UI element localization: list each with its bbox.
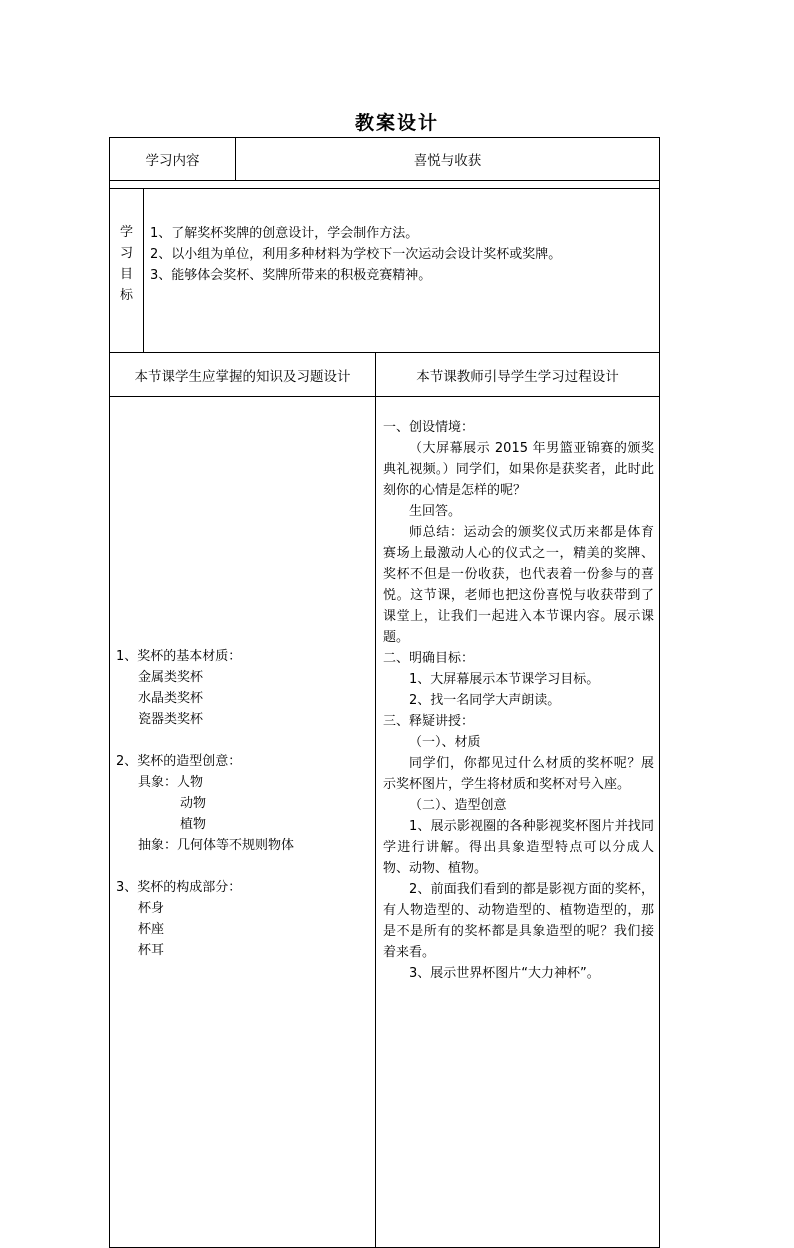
knowledge-item: 瓷器类奖杯 <box>138 712 204 727</box>
process-paragraph: （大屏幕展示 2015 年男篮亚锦赛的颁奖典礼视频。）同学们，如果你是获奖者，此时此刻你的心情是怎样的呢？ <box>383 441 654 498</box>
knowledge-item: 抽象：几何体等不规则物体 <box>138 838 295 853</box>
process-heading: 一、创设情境： <box>383 420 475 435</box>
knowledge-item: 植物 <box>180 817 207 832</box>
process-paragraph: 2、前面我们看到的都是影视方面的奖杯，有人物造型的、动物造型的、植物造型的，那是不是所有的奖杯都是具象造型的呢？我们接着来看。 <box>383 882 654 960</box>
knowledge-item: 具象：人物 <box>138 775 204 790</box>
objectives-label: 学 习 目 标 <box>110 189 144 353</box>
process-heading: 三、释疑讲授： <box>383 714 475 729</box>
process-item: 2、找一名同学大声朗读。 <box>409 693 561 708</box>
process-paragraph: 3、展示世界杯图片“大力神杯”。 <box>409 966 600 981</box>
right-column-header: 本节课教师引导学生学习过程设计 <box>376 353 660 397</box>
process-paragraph: 同学们，你都见过什么材质的奖杯呢？展示奖杯图片，学生将材质和奖杯对号入座。 <box>383 756 654 792</box>
content-row <box>110 138 660 181</box>
content-label: 学习内容 <box>110 138 236 181</box>
process-paragraph: 1、展示影视圈的各种影视奖杯图片并找同学进行讲解。得出具象造型特点可以分成人物、动物、植物。 <box>383 819 654 876</box>
objective-item: 1、了解奖杯奖牌的创意设计，学会制作方法。 <box>150 226 419 241</box>
header-row <box>110 353 660 397</box>
knowledge-item: 金属类奖杯 <box>138 670 204 685</box>
objective-item: 2、以小组为单位，利用多种材料为学校下一次运动会设计奖杯或奖牌。 <box>150 247 562 262</box>
process-paragraph: 生回答。 <box>409 504 462 519</box>
knowledge-heading: 3、奖杯的构成部分： <box>116 880 242 895</box>
knowledge-heading: 1、奖杯的基本材质： <box>116 649 242 664</box>
knowledge-item: 杯身 <box>138 901 165 916</box>
left-column-header: 本节课学生应掌握的知识及习题设计 <box>110 353 376 397</box>
lesson-plan-table <box>109 137 660 1248</box>
page-title: 教案设计 <box>354 112 439 134</box>
process-subheading: （二）、造型创意 <box>409 798 507 813</box>
content-value: 喜悦与收获 <box>236 138 660 181</box>
process-subheading: （一）、材质 <box>409 735 481 750</box>
knowledge-item: 杯耳 <box>138 943 165 958</box>
process-paragraph: 师总结：运动会的颁奖仪式历来都是体育赛场上最激动人心的仪式之一，精美的奖牌、奖杯不但是一份收获，也代表着一份参与的喜悦。这节课，老师也把这份喜悦与收获带到了课堂上，让我们一起进入本节课内容。展示课题。 <box>383 525 654 645</box>
knowledge-item: 杯座 <box>138 922 165 937</box>
process-cell <box>376 397 660 1248</box>
objectives-row <box>110 189 660 353</box>
knowledge-cell <box>110 397 376 1248</box>
knowledge-item: 水晶类奖杯 <box>138 691 204 706</box>
process-heading: 二、明确目标： <box>383 651 475 666</box>
knowledge-item: 动物 <box>180 796 207 811</box>
objective-item: 3、能够体会奖杯、奖牌所带来的积极竞赛精神。 <box>150 268 432 283</box>
body-row <box>110 397 660 1248</box>
process-item: 1、大屏幕展示本节课学习目标。 <box>409 672 600 687</box>
objectives-list <box>144 189 660 353</box>
knowledge-heading: 2、奖杯的造型创意： <box>116 754 242 769</box>
